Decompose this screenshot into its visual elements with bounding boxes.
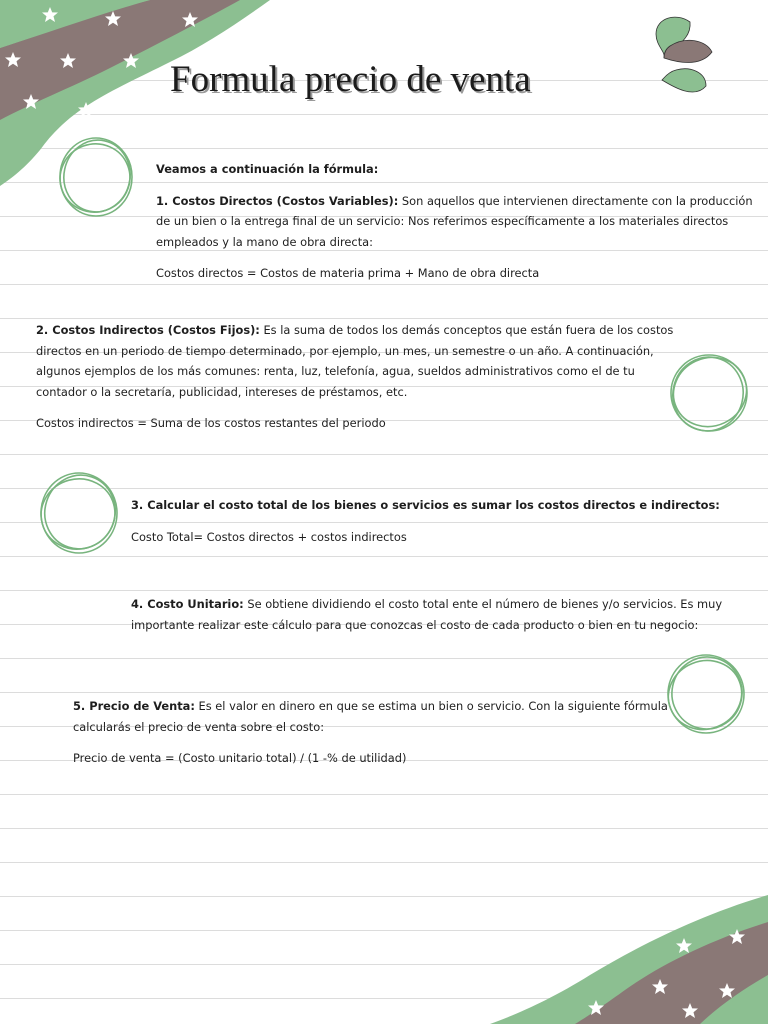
item-label: 1. Costos Directos (Costos Variables):: [156, 193, 399, 208]
section-costos-directos: [156, 159, 756, 284]
bottom-right-banner: [490, 895, 768, 1024]
item-label: 2. Costos Indirectos (Costos Fijos):: [36, 323, 260, 337]
item-text: Es el valor en dinero en que se estima un bien o servicio. Con la siguiente fórmula calcularás el precio de venta sobre el costo:: [73, 699, 668, 734]
item-label: 4. Costo Unitario:: [131, 597, 244, 611]
circle-icon: [50, 134, 139, 222]
item-text: Es la suma de todos los demás conceptos que están fuera de los costos directos en un periodo de tiempo determinado, por ejemplo, un mes, un semestre o un año. A continuación, algunos ejemplos de los más comunes: renta, luz, telefonía, agua, sueldos administrativos como el de tu contador o la secretaría, publicidad, intereses de préstamos, etc.: [36, 323, 674, 399]
section-costos-indirectos: [36, 320, 686, 434]
item-label: 5. Precio de Venta:: [73, 699, 195, 713]
section-costo-total: [131, 495, 731, 547]
intro-text: Veamos a continuación la fórmula:: [156, 162, 379, 176]
leaf-icon: [656, 17, 712, 92]
formula: Costos indirectos = Suma de los costos restantes del periodo: [36, 416, 386, 430]
section-precio-venta: [73, 696, 673, 769]
item-text: Son aquellos que intervienen directamente con la producción de un bien o la entrega final de un servicio: Nos referimos específicamente a los materiales directos empleados y la mano de obra directa:: [156, 193, 753, 249]
formula: Costo Total= Costos directos + costos indirectos: [131, 529, 407, 544]
item-label: 3. Calcular el costo total de los bienes o servicios es sumar los costos directos e indirectos:: [131, 498, 720, 512]
circle-icon: [33, 466, 125, 558]
formula: Costos directos = Costos de materia prima + Mano de obra directa: [156, 266, 540, 280]
formula: Precio de venta = (Costo unitario total) / (1 -% de utilidad): [73, 751, 407, 765]
section-costo-unitario: [131, 594, 751, 635]
page-title: Formula precio de venta: [170, 59, 531, 100]
item-text: Se obtiene dividiendo el costo total ente el número de bienes y/o servicios. Es muy importante realizar este cálculo para que conozcas el costo de cada producto o bien en tu negocio:: [131, 597, 723, 632]
